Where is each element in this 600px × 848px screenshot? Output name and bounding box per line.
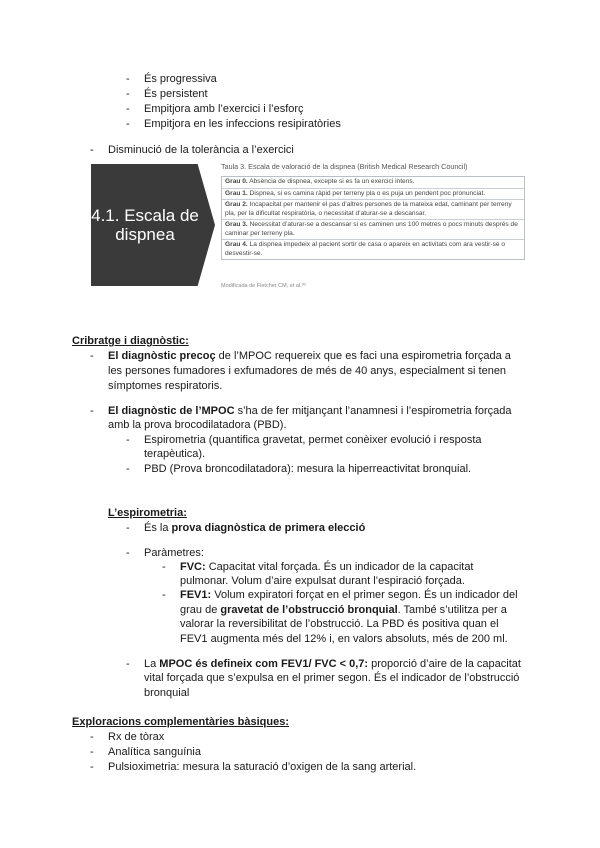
bold-phrase: prova diagnòstica de primera elecció <box>171 522 366 534</box>
figure-title: 4.1. Escala de dispnea <box>91 206 199 244</box>
bold-phrase: gravetat de l’obstrucció bronquial <box>220 604 398 616</box>
paragraph-line: amb la prova brocodilatadora (PBD). <box>108 419 287 431</box>
section-heading-espirometria: L’espirometria: <box>108 507 187 519</box>
table-caption: Taula 3. Escala de valoració de la dispnea (British Medical Research Council) <box>221 162 468 171</box>
paragraph-line: bronquial <box>144 687 190 699</box>
bullet-dash: - <box>126 88 130 100</box>
bullet-dash: - <box>90 144 94 156</box>
list-item: Pulsioximetria: mesura la saturació d’oxigen de la sang arterial. <box>108 761 417 773</box>
section-heading-cribratge: Cribratge i diagnòstic: <box>72 335 189 347</box>
bullet-dash: - <box>90 761 94 773</box>
bullet-dash: - <box>126 547 130 559</box>
text-span: Capacitat vital forçada. És un indicador de la capacitat <box>205 561 474 573</box>
grade-text: Dispnea, si es camina ràpid per terreny pla o es puja un pendent poc pronunciat. <box>249 189 486 197</box>
paragraph-line: vital forçada que s’expulsa en el primer segon. És el indicador de l’obstrucció <box>144 672 520 684</box>
bold-phrase: FVC: <box>180 561 206 573</box>
bold-phrase: El diagnòstic de l’MPOC <box>108 405 235 417</box>
bullet-dash: - <box>90 731 94 743</box>
text-span: proporció d’aire de la capacitat <box>368 658 521 670</box>
paragraph-line <box>108 349 511 364</box>
paragraph-line <box>144 521 365 536</box>
bullet-dash: - <box>90 746 94 758</box>
paragraph-line: terapèutica). <box>144 448 206 460</box>
paragraph-line: PBD (Prova broncodilatadora): mesura la hiperreactivitat bronquial. <box>144 463 472 475</box>
grade-label: Grau 0. <box>225 178 248 185</box>
grade-text: Incapacitat per mantenir el pas d’altres persones de la mateixa edat, caminant per terreny pla, per la dificultat respiratòria, o necessitat d’aturar-se a descansar. <box>225 201 512 217</box>
list-item: Analítica sanguínia <box>108 746 201 758</box>
table-row <box>222 189 524 201</box>
grade-label: Grau 2. <box>225 201 248 208</box>
text-span: s’ha de fer mitjançant l’anamnesi i l’espirometria forçada <box>234 405 512 417</box>
tolerance-item: Disminució de la tolerància a l’exercici <box>108 144 294 156</box>
text-span: de l’MPOC requereix que es faci una espirometria forçada a <box>215 350 511 362</box>
text-span: La <box>144 658 160 670</box>
bullet-dash: - <box>126 522 130 534</box>
paragraph-line <box>180 560 474 575</box>
bullet-dash: - <box>162 561 166 573</box>
paragraph-line: les persones fumadores i exfumadores de més de 40 anys, especialment si tenen <box>108 365 507 377</box>
bullet-dash: - <box>126 73 130 85</box>
text-span: Volum expiratori forçat en el primer segon. És un indicador del <box>211 589 518 601</box>
paragraph-line <box>180 603 507 618</box>
table-row <box>222 200 524 220</box>
list-item: Empitjora amb l’exercici i l’esforç <box>144 103 304 115</box>
paragraph-line: valorar la reversibilitat de l’obstrucció. La PBD és positiva quan el <box>180 618 499 630</box>
section-heading-exploracions: Exploracions complementàries bàsiques: <box>72 716 290 728</box>
grade-label: Grau 3. <box>225 221 248 228</box>
grade-text: La dispnea impedeix al pacient sortir de casa o apareix en activitats com ara vestir-se o desvestir-se. <box>225 241 506 257</box>
list-item: És persistent <box>144 88 208 100</box>
table-row <box>222 220 524 240</box>
paragraph-line <box>180 588 518 603</box>
list-item: Rx de tòrax <box>108 731 165 743</box>
list-item: Empitjora en les infeccions resipiratòries <box>144 118 341 130</box>
table-row <box>222 240 524 259</box>
grade-text: Necessitat d’aturar-se a descansar si es caminen uns 100 metres o pocs minuts després de caminar per terreny pla. <box>225 221 518 237</box>
paragraph-line: pulmonar. Volum d’aire expulsat durant l’espiració forçada. <box>180 575 465 587</box>
text-span: És la <box>144 522 172 534</box>
bullet-dash: - <box>90 405 94 417</box>
bullet-dash: - <box>126 658 130 670</box>
grade-label: Grau 4. <box>225 241 248 248</box>
table-source: Modificada de Fletcher CM, et al.³⁰ <box>221 283 306 289</box>
grade-text: Absència de dispnea, excepte si es fa un exercici intens. <box>249 178 415 185</box>
paragraph-line: Espirometria (quantifica gravetat, permet conèixer evolució i resposta <box>144 434 482 446</box>
paragraph-line: Paràmetres: <box>144 547 204 559</box>
text-span: . També s’utilitza per a <box>397 604 507 616</box>
bullet-dash: - <box>126 434 130 446</box>
bullet-dash: - <box>126 463 130 475</box>
paragraph-line <box>144 657 521 672</box>
table-row <box>222 177 524 189</box>
text-span: grau de <box>180 604 221 616</box>
paragraph-line: FEV1 augmenta més del 12% i, en valors absoluts, més de 200 ml. <box>180 633 508 645</box>
bold-phrase: El diagnòstic precoç <box>108 350 216 362</box>
bullet-dash: - <box>126 118 130 130</box>
paragraph-line: símptomes respiratoris. <box>108 380 223 392</box>
paragraph-line <box>108 404 512 419</box>
bullet-dash: - <box>162 589 166 601</box>
bullet-dash: - <box>90 350 94 362</box>
grade-label: Grau 1. <box>225 189 248 197</box>
bold-phrase: MPOC és defineix com FEV1/ FVC < 0,7: <box>159 658 369 670</box>
list-item: És progressiva <box>144 73 217 85</box>
dyspnea-table <box>221 176 525 260</box>
bullet-dash: - <box>126 103 130 115</box>
bold-phrase: FEV1: <box>180 589 212 601</box>
